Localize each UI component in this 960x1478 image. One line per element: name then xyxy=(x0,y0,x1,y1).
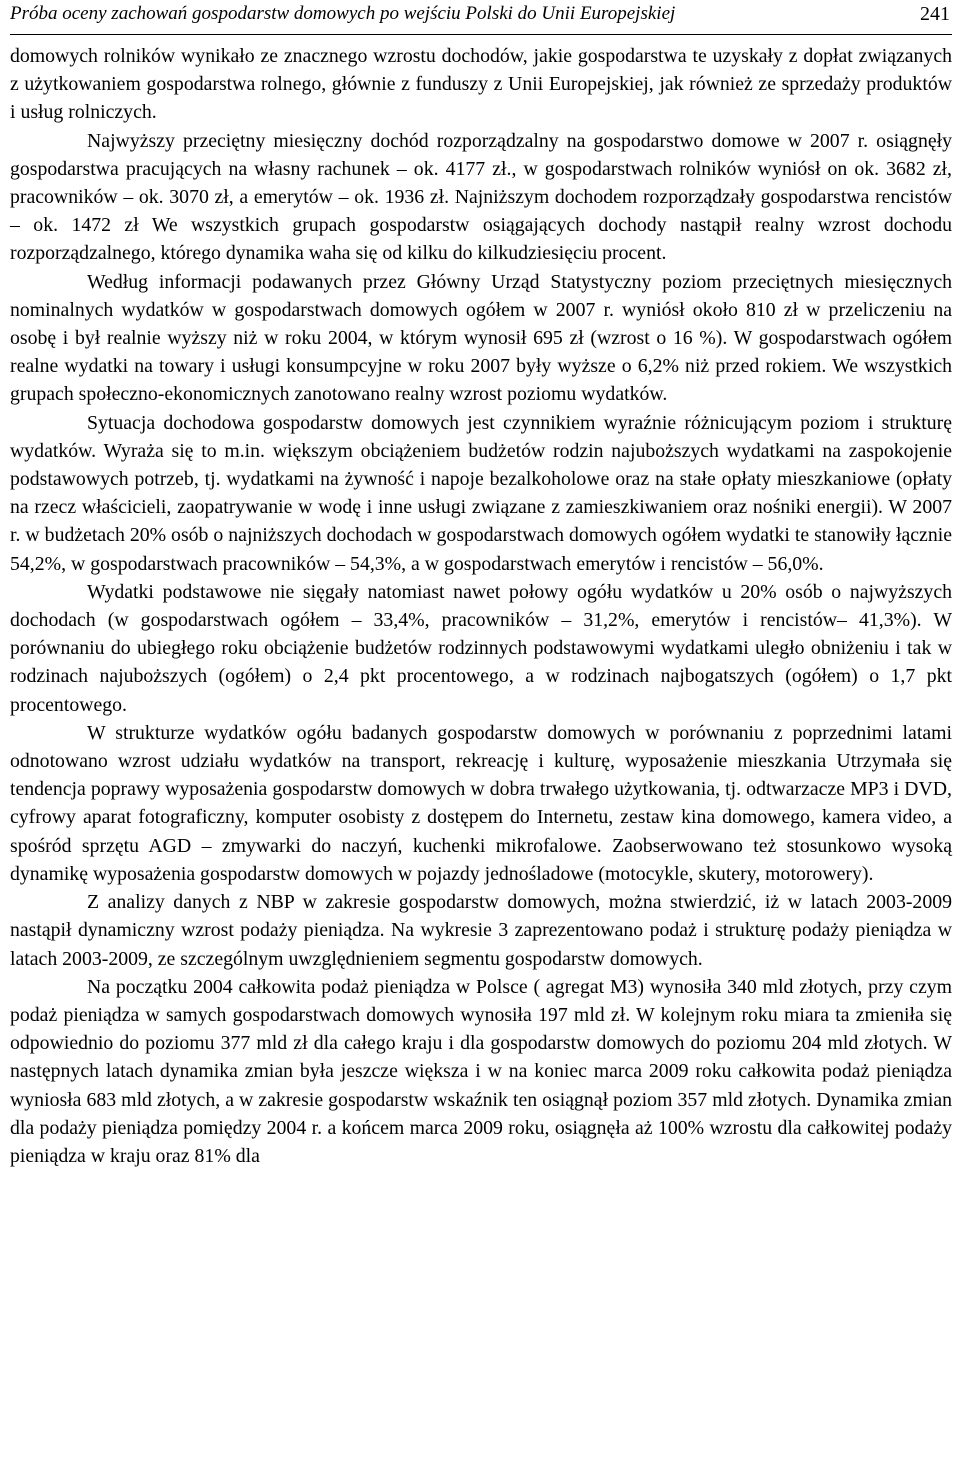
running-header xyxy=(10,0,952,35)
paragraph: Na początku 2004 całkowita podaż pieniądza w Polsce ( agregat M3) wynosiła 340 mld złotych, przy czym podaż pieniądza w samych gospodarstwach domowych wynosiła 197 mld zł. W kolejnym roku miara ta zmieniła się odpowiednio do poziomu 377 mld zł dla całego kraju i dla gospodarstw domowych do poziomu 204 mld złotych. W następnych latach dynamika zmian była jeszcze większa i w na koniec marca 2009 roku całkowita podaż pieniądza wyniosła 683 mld złotych, a w zakresie gospodarstw wskaźnik ten osiągnął poziom 357 mld złotych. Dynamika zmian dla podaży pieniądza pomiędzy 2004 r. a końcem marca 2009 roku, osiągnęła aż 100% wzrostu dla całkowitej podaży pieniądza w kraju oraz 81% dla xyxy=(10,975,952,1167)
paragraph: Wydatki podstawowe nie sięgały natomiast nawet połowy ogółu wydatków u 20% osób o najwyższych dochodach (w gospodarstwach ogółem – 33,4%, pracowników – 31,2%, emerytów i rencistów– 41,3%). W porównaniu do ubiegłego roku obciążenie budżetów rodzinnych podstawowymi wydatkami uległo obniżeniu i tak w rodzinach najuboższych (ogółem) o 2,4 pkt procentowego, a w rodzinach najbogatszych (ogółem) o 1,7 pkt procentowego. xyxy=(10,580,952,716)
paragraph: Najwyższy przeciętny miesięczny dochód rozporządzalny na gospodarstwo domowe w 2007 r. osiągnęły gospodarstwa pracujących na własny rachunek – ok. 4177 zł., w gospodarstwach rolników wyniósł on ok. 3682 zł, pracowników – ok. 3070 zł, a emerytów – ok. 1936 zł. Najniższym dochodem rozporządzały gospodarstwa rencistów – ok. 1472 zł We wszystkich grupach gospodarstw osiągających dochody nastąpił realny wzrost dochodu rozporządzalnego, którego dynamika waha się od kilku do kilkudziesięciu procent. xyxy=(10,129,952,265)
paragraph: W strukturze wydatków ogółu badanych gospodarstw domowych w porównaniu z poprzednimi latami odnotowano wzrost udziału wydatków na transport, rekreację i kulturę, wyposażenie mieszkania Utrzymała się tendencja poprawy wyposażenia gospodarstw domowych w dobra trwałego użytkowania, tj. odtwarzacze MP3 i DVD, cyfrowy aparat fotograficzny, komputer osobisty z dostępem do Internetu, zestaw kina domowego, kamera video, a spośród sprzętu AGD – zmywarki do naczyń, kuchenki mikrofalowe. Zaobserwowano też stosunkowo wysoką dynamikę wyposażenia gospodarstw domowych w pojazdy jednośladowe (motocykle, skutery, motorowery). xyxy=(10,721,952,885)
paragraph: Według informacji podawanych przez Główny Urząd Statystyczny poziom przeciętnych miesięcznych nominalnych wydatków w gospodarstwach domowych ogółem w 2007 r. wyniósł około 810 zł w przeliczeniu na osobę i był realnie wyższy niż w roku 2004, w którym wynosił 695 zł (wzrost o 16 %). W gospodarstwach ogółem realne wydatki na towary i usługi konsumpcyjne w roku 2007 były wyższe o 6,2% niż przed rokiem. We wszystkich grupach społeczno-ekonomicznych zanotowano realny wzrost poziomu wydatków. xyxy=(10,270,952,406)
paragraph: Z analizy danych z NBP w zakresie gospodarstw domowych, można stwierdzić, iż w latach 2003-2009 nastąpił dynamiczny wzrost podaży pieniądza. Na wykresie 3 zaprezentowano podaż i strukturę podaży pieniądza w latach 2003-2009, ze szczególnym uwzględnieniem segmentu gospodarstw domowych. xyxy=(10,891,952,970)
paragraph: Sytuacja dochodowa gospodarstw domowych jest czynnikiem wyraźnie różnicującym poziom i strukturę wydatków. Wyraża się to m.in. większym obciążeniem budżetów rodzin najuboższych wydatkami na zaspokojenie podstawowych potrzeb, tj. wydatkami na żywność i napoje bezalkoholowe oraz na stałe opłaty mieszkaniowe (opłaty na rzecz właścicieli, zaopatrywanie w wodę i inne usługi związane z zamieszkiwaniem oraz nośniki energii). W 2007 r. w budżetach 20% osób o najniższych dochodach w gospodarstwach domowych ogółem wydatki te stanowiły łącznie 54,2%, w gospodarstwach pracowników – 54,3%, a w gospodarstwach emerytów i rencistów – 56,0%. xyxy=(10,411,952,575)
page-number: 241 xyxy=(920,3,950,25)
document-page xyxy=(10,0,952,1170)
body-text xyxy=(10,42,952,1170)
running-title: Próba oceny zachowań gospodarstw domowych po wejściu Polski do Unii Europejskiej xyxy=(10,3,676,24)
paragraph: domowych rolników wynikało ze znacznego wzrostu dochodów, jakie gospodarstwa te uzyskały z dopłat związanych z użytkowaniem gospodarstwa rolnego, głównie z funduszy z Unii Europejskiej, jak również ze sprzedaży produktów i usług rolniczych. xyxy=(10,45,952,124)
